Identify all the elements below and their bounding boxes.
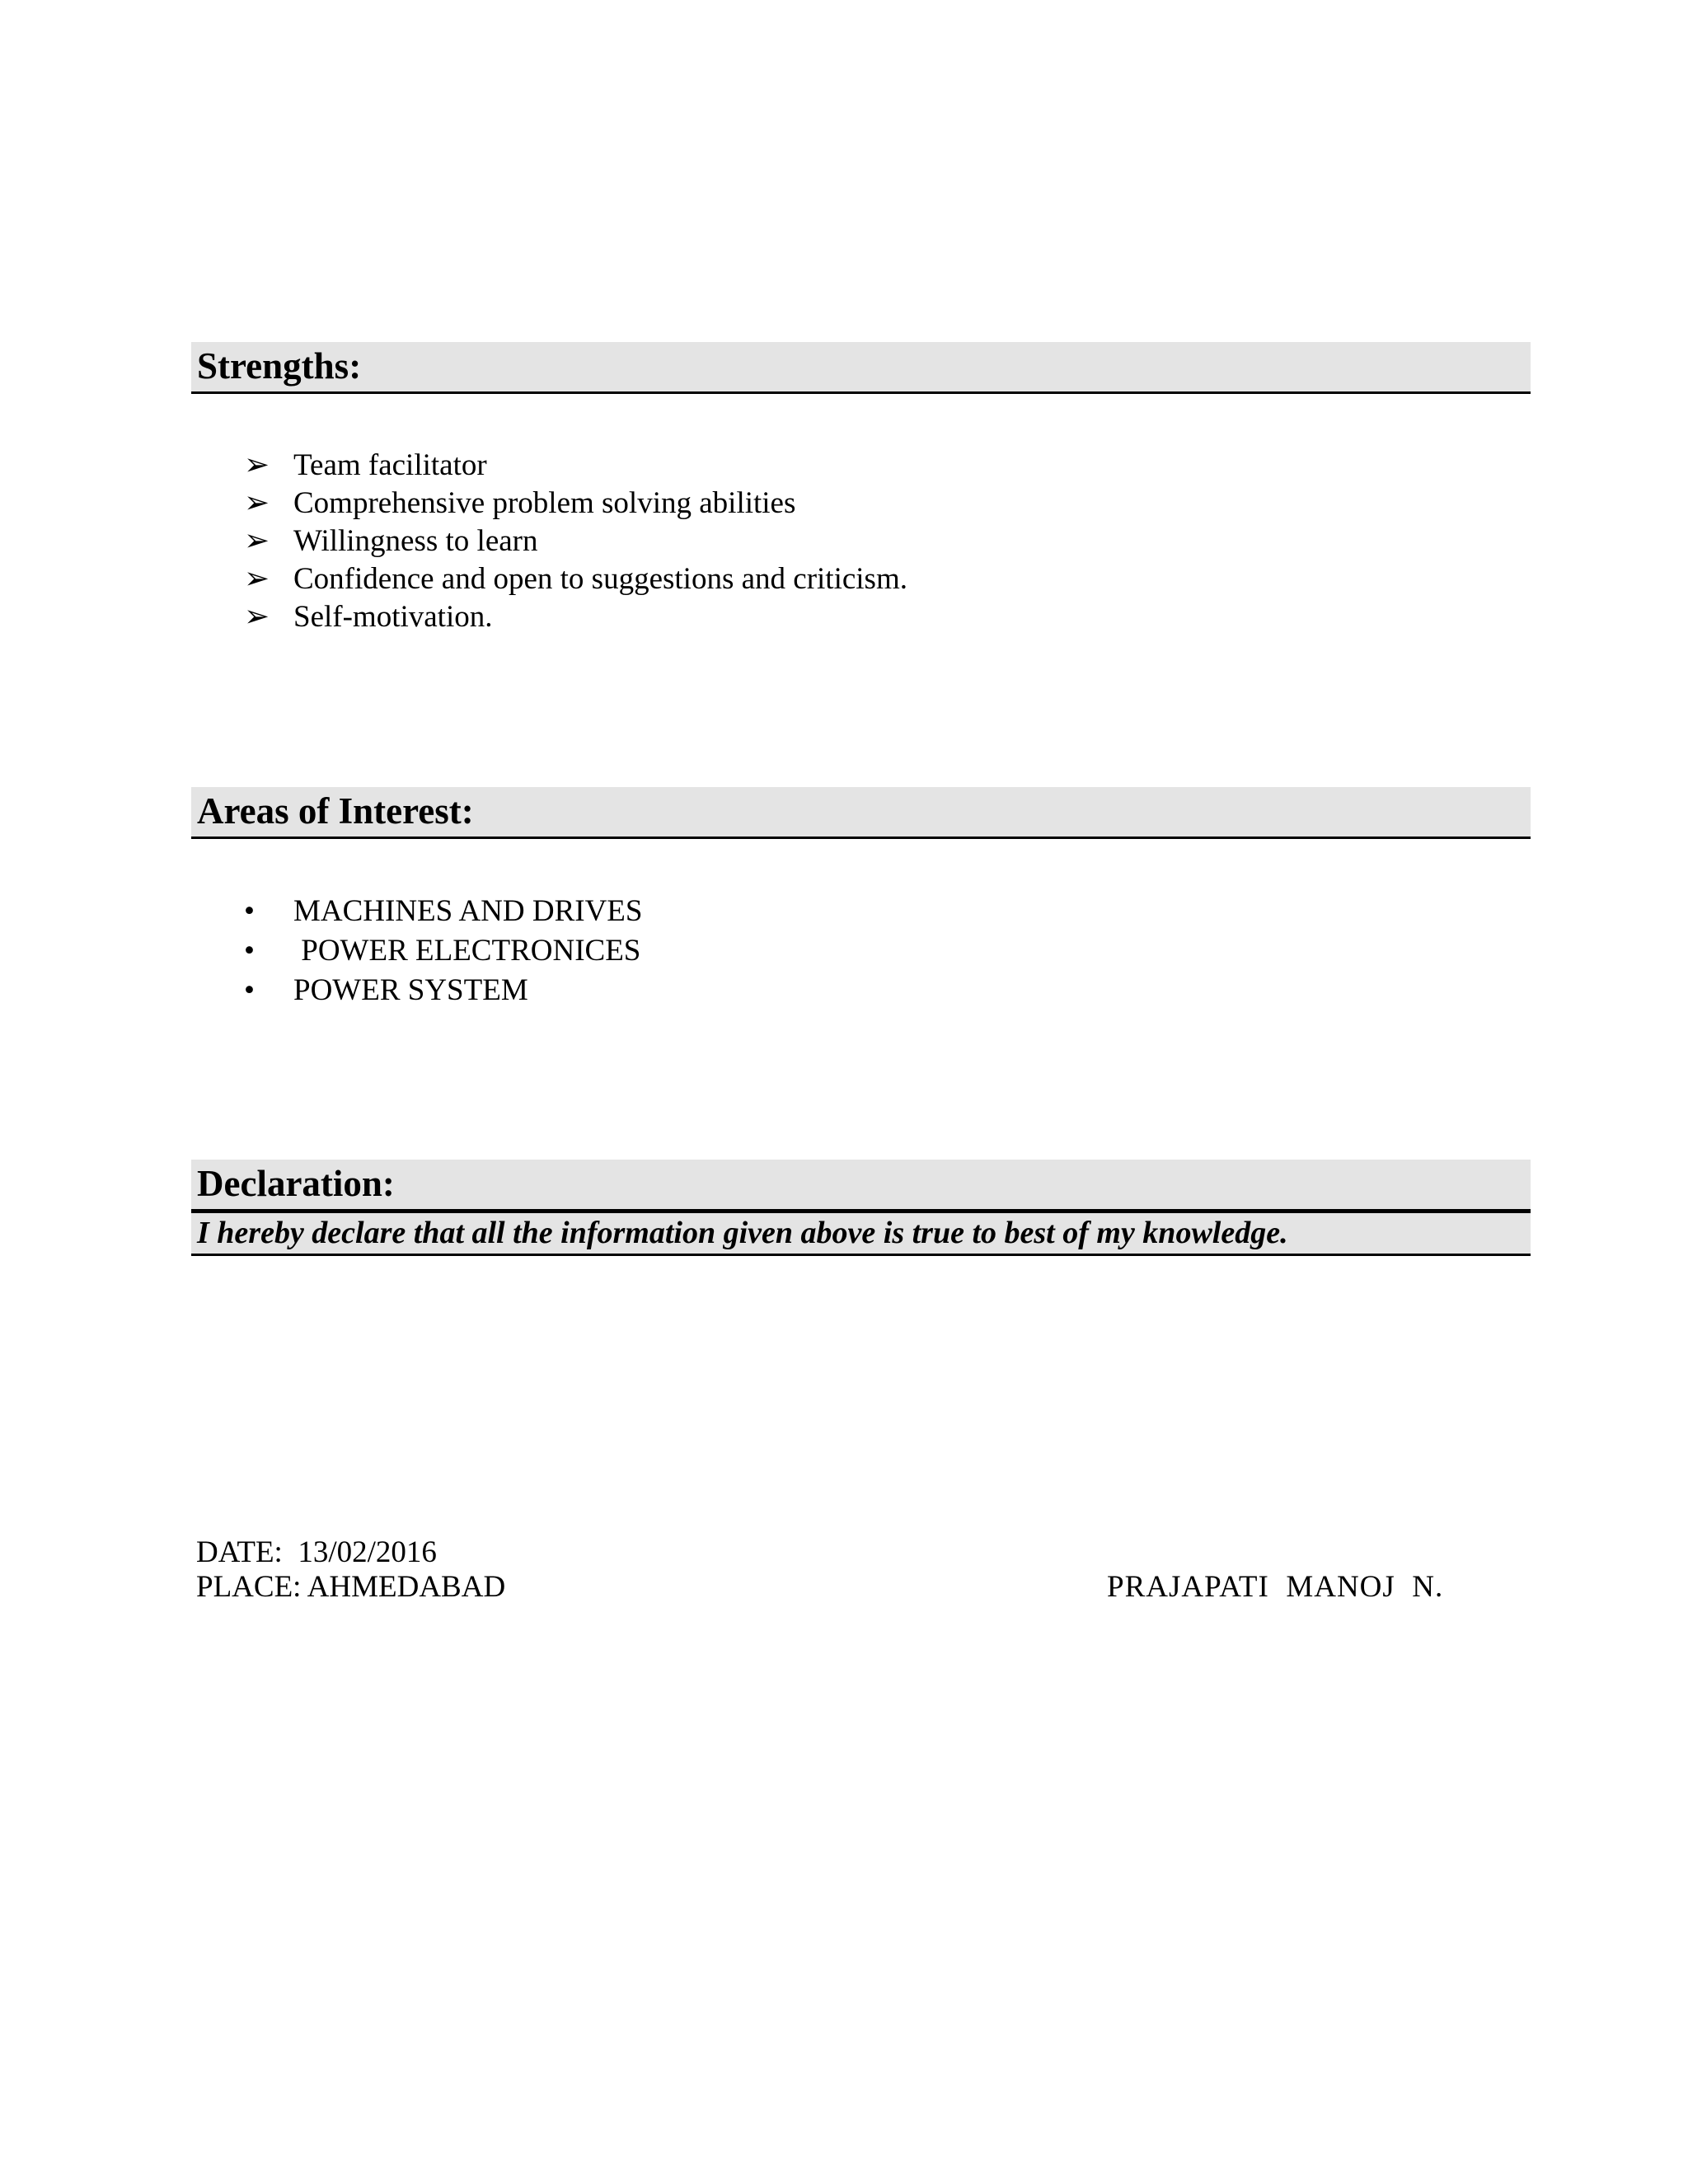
strength-text: Self-motivation.	[293, 600, 493, 634]
interest-text: POWER ELECTRONICES	[293, 934, 641, 968]
areas-of-interest-heading: Areas of Interest:	[191, 787, 1531, 839]
strengths-heading: Strengths:	[191, 342, 1531, 394]
arrow-bullet-icon: ➢	[244, 486, 270, 520]
interest-text: MACHINES AND DRIVES	[293, 894, 643, 928]
signature-name: PRAJAPATI MANOJ N.	[1107, 1570, 1444, 1604]
dot-bullet-icon: •	[244, 973, 255, 1007]
strength-text: Willingness to learn	[293, 524, 538, 558]
date-line: DATE: 13/02/2016	[196, 1535, 437, 1569]
arrow-bullet-icon: ➢	[244, 562, 270, 596]
strength-text: Confidence and open to suggestions and criticism.	[293, 562, 907, 596]
dot-bullet-icon: •	[244, 894, 255, 928]
declaration-heading: Declaration:	[191, 1160, 1531, 1212]
strength-text: Comprehensive problem solving abilities	[293, 486, 796, 520]
place-line: PLACE: AHMEDABAD	[196, 1570, 506, 1604]
arrow-bullet-icon: ➢	[244, 600, 270, 634]
interest-text: POWER SYSTEM	[293, 973, 528, 1007]
strength-text: Team facilitator	[293, 448, 487, 482]
dot-bullet-icon: •	[244, 934, 255, 968]
declaration-statement: I hereby declare that all the information given above is true to best of my knowledge.	[191, 1212, 1531, 1256]
arrow-bullet-icon: ➢	[244, 524, 270, 558]
arrow-bullet-icon: ➢	[244, 448, 270, 482]
